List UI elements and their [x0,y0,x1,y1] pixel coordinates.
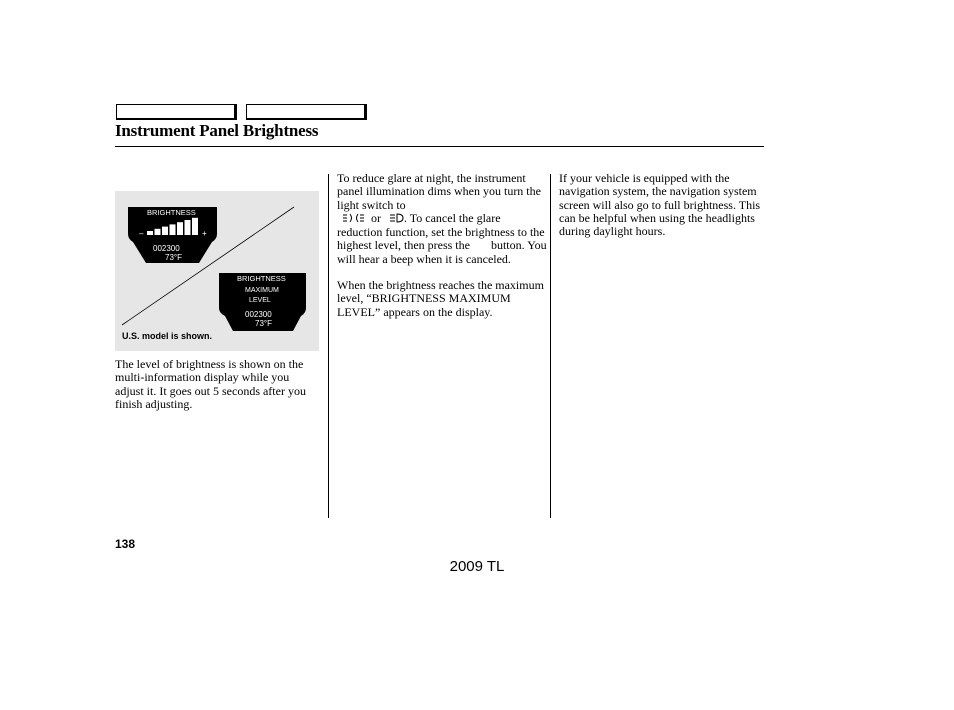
figure-caption: U.S. model is shown. [122,331,213,341]
display2-line2: MAXIMUM [245,287,279,294]
brightness-level-bar [185,220,191,235]
middle-paragraph-1 [337,172,547,266]
brightness-figure-illustration [115,191,319,351]
brightness-level-bar [162,227,168,235]
column-divider-2 [550,174,551,518]
display2-line3: LEVEL [249,297,271,304]
brightness-level-bar [177,222,183,235]
left-column-text [115,358,320,411]
middle-p1-part2: . To cancel the glare reduction function, set the brightness to the highest level, then press the [337,210,545,253]
right-paragraph: If your vehicle is equipped with the navigation system, the navigation system screen will also go to full brightness. This can be helpful when using the headlights during daylight hours. [559,171,761,239]
brightness-level-bar [170,224,176,235]
display1-temperature: 73°F [165,253,182,262]
middle-column-text [337,172,547,319]
parking-lights-icon [343,213,365,226]
brightness-level-bar [192,218,198,235]
middle-p1-or: or [371,210,381,225]
display-brightness-maximum [219,273,306,331]
headlight-icon [390,213,404,226]
brightness-level-bar [155,229,161,235]
header-tab-box-1 [116,104,237,120]
display1-label: BRIGHTNESS [147,208,196,217]
page-number: 138 [115,537,136,551]
footer-model: 2009 TL [449,558,505,575]
brightness-figure [115,191,319,351]
display1-odometer: 002300 [153,244,180,253]
left-paragraph: The level of brightness is shown on the multi-information display while you adjust it. It goes out 5 seconds after you finish adjusting. [115,357,306,411]
right-column-text [559,172,764,238]
middle-p1-part1: To reduce glare at night, the instrument panel illumination dims when you turn the light switch to [337,171,541,212]
middle-p1-part3: button. You will hear a beep when it is canceled. [337,238,547,266]
display1-plus: + [202,229,207,238]
display1-minus: – [139,229,144,238]
display2-odometer: 002300 [245,310,272,319]
title-rule [115,146,764,147]
display2-label: BRIGHTNESS [237,274,286,283]
middle-paragraph-2: When the brightness reaches the maximum level, “BRIGHTNESS MAXIMUM LEVEL” appears on the display. [337,278,544,319]
column-divider-1 [328,174,329,518]
display-brightness-adjust [128,207,217,263]
brightness-level-bar [147,231,153,235]
header-tab-box-2 [246,104,367,120]
display2-temperature: 73°F [255,319,272,328]
page-title: Instrument Panel Brightness [115,121,319,140]
